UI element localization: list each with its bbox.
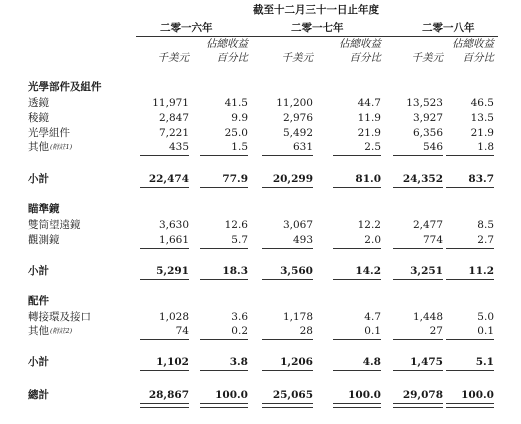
sum-rule	[393, 339, 443, 340]
sum-rule	[262, 248, 313, 249]
table-cell: 546	[422, 141, 443, 153]
sum-rule	[262, 339, 313, 340]
total-cell: 28,867	[148, 389, 189, 401]
sum-rule	[140, 339, 189, 340]
subtotal-rule	[262, 370, 313, 371]
table-cell: 5,492	[282, 127, 313, 139]
table-cell: 5.7	[231, 234, 248, 246]
row-label: 雙筒望遠鏡	[28, 219, 81, 231]
table-cell: 0.2	[231, 325, 248, 337]
subtotal-cell: 18.3	[222, 265, 248, 277]
subtotal-cell: 1,475	[410, 356, 443, 368]
total-double-rule	[200, 403, 248, 408]
sum-rule	[446, 248, 494, 249]
sum-rule	[200, 248, 248, 249]
row-label: 其他	[28, 325, 49, 337]
table-cell: 6,356	[412, 127, 443, 139]
row-label: 觀測鏡	[28, 234, 60, 246]
footnote-ref: (附註2)	[50, 327, 73, 335]
sum-rule	[262, 155, 313, 156]
subtotal-rule	[200, 370, 248, 371]
table-cell: 41.5	[224, 97, 248, 109]
subtotal-rule	[446, 370, 494, 371]
table-cell: 435	[168, 141, 189, 153]
year-header-2016: 二零一六年	[160, 22, 213, 34]
table-cell: 28	[299, 325, 313, 337]
subtotal-cell: 24,352	[402, 173, 443, 185]
table-cell: 12.6	[224, 219, 248, 231]
subtotal-rule	[262, 279, 313, 280]
table-cell: 21.9	[470, 127, 494, 139]
table-cell: 2.0	[364, 234, 381, 246]
section-title-accessories: 配件	[28, 295, 49, 307]
subtotal-label: 小計	[28, 356, 49, 368]
table-cell: 11,200	[276, 97, 313, 109]
table-cell: 2,976	[282, 112, 313, 124]
subtotal-rule	[393, 187, 443, 188]
total-label: 總計	[28, 389, 49, 401]
table-cell: 493	[292, 234, 313, 246]
subtotal-cell: 3.8	[229, 356, 248, 368]
table-cell: 2,847	[158, 112, 189, 124]
table-cell: 5.0	[477, 311, 494, 323]
row-label: 光學組件	[28, 127, 70, 139]
usd-header-2017: 千美元	[281, 52, 313, 64]
sum-rule	[446, 339, 494, 340]
subtotal-label: 小計	[28, 265, 49, 277]
subtotal-cell: 3,251	[410, 265, 443, 277]
subtotal-rule	[140, 370, 189, 371]
sum-rule	[333, 339, 381, 340]
pct-header-b-2017: 百分比	[349, 52, 381, 64]
total-cell: 100.0	[461, 389, 494, 401]
table-cell: 774	[422, 234, 443, 246]
subtotal-cell: 77.9	[222, 173, 248, 185]
table-cell: 27	[429, 325, 443, 337]
subtotal-rule	[393, 370, 443, 371]
sum-rule	[333, 155, 381, 156]
table-cell: 74	[175, 325, 189, 337]
subtotal-rule	[446, 279, 494, 280]
table-cell: 25.0	[224, 127, 248, 139]
total-cell: 100.0	[215, 389, 248, 401]
total-double-rule	[140, 403, 189, 408]
subtotal-cell: 5,291	[156, 265, 189, 277]
table-cell: 12.2	[357, 219, 381, 231]
sum-rule	[393, 155, 443, 156]
table-cell: 1,448	[412, 311, 443, 323]
total-cell: 100.0	[348, 389, 381, 401]
table-cell: 3.6	[231, 311, 248, 323]
total-double-rule	[333, 403, 381, 408]
table-cell: 0.1	[477, 325, 494, 337]
subtotal-rule	[200, 187, 248, 188]
row-label-with-note	[28, 141, 72, 154]
subtotal-rule	[200, 279, 248, 280]
table-cell: 1.5	[231, 141, 248, 153]
sum-rule	[200, 155, 248, 156]
table-cell: 2.7	[477, 234, 494, 246]
sum-rule	[140, 248, 189, 249]
period-header: 截至十二月三十一日止年度	[253, 4, 379, 16]
table-cell: 0.1	[364, 325, 381, 337]
table-cell: 4.7	[364, 311, 381, 323]
subtotal-cell: 81.0	[355, 173, 381, 185]
table-cell: 13,523	[406, 97, 443, 109]
subtotal-rule	[140, 279, 189, 280]
subtotal-rule	[333, 187, 381, 188]
subtotal-cell: 1,102	[156, 356, 189, 368]
table-cell: 11.9	[357, 112, 381, 124]
table-cell: 1,028	[158, 311, 189, 323]
row-label: 稜鏡	[28, 112, 49, 124]
row-label: 透鏡	[28, 97, 49, 109]
footnote-ref: (附註1)	[50, 143, 73, 151]
total-double-rule	[393, 403, 443, 408]
table-cell: 13.5	[470, 112, 494, 124]
subtotal-label: 小計	[28, 173, 49, 185]
table-cell: 2,477	[412, 219, 443, 231]
subtotal-rule	[393, 279, 443, 280]
section-title-optical: 光學部件及組件	[28, 81, 102, 93]
year-header-2018: 二零一八年	[422, 22, 475, 34]
header-rule	[136, 36, 498, 37]
section-title-scopes: 瞄準鏡	[28, 203, 60, 215]
subtotal-rule	[262, 187, 313, 188]
table-cell: 46.5	[470, 97, 494, 109]
table-cell: 631	[292, 141, 313, 153]
sum-rule	[333, 248, 381, 249]
subtotal-rule	[140, 187, 189, 188]
pct-header-a-2016: 佔總收益	[206, 38, 248, 50]
table-cell: 1.8	[477, 141, 494, 153]
row-label-with-note	[28, 325, 72, 338]
subtotal-rule	[333, 370, 381, 371]
total-cell: 25,065	[272, 389, 313, 401]
total-cell: 29,078	[402, 389, 443, 401]
total-double-rule	[446, 403, 494, 408]
table-cell: 3,630	[158, 219, 189, 231]
row-label: 其他	[28, 141, 49, 153]
pct-header-b-2016: 百分比	[216, 52, 248, 64]
table-cell: 44.7	[357, 97, 381, 109]
subtotal-rule	[446, 187, 494, 188]
table-cell: 1,178	[282, 311, 313, 323]
table-cell: 21.9	[357, 127, 381, 139]
sum-rule	[393, 248, 443, 249]
table-cell: 1,661	[158, 234, 189, 246]
table-cell: 3,927	[412, 112, 443, 124]
row-label: 轉接環及接口	[28, 311, 91, 323]
subtotal-cell: 11.2	[468, 265, 494, 277]
usd-header-2018: 千美元	[411, 52, 443, 64]
sum-rule	[446, 155, 494, 156]
subtotal-cell: 3,560	[280, 265, 313, 277]
subtotal-rule	[333, 279, 381, 280]
table-cell: 7,221	[158, 127, 189, 139]
table-cell: 9.9	[231, 112, 248, 124]
subtotal-cell: 22,474	[148, 173, 189, 185]
table-cell: 8.5	[477, 219, 494, 231]
pct-header-a-2017: 佔總收益	[339, 38, 381, 50]
table-cell: 2.5	[364, 141, 381, 153]
subtotal-cell: 5.1	[475, 356, 494, 368]
sum-rule	[140, 155, 189, 156]
subtotal-cell: 1,206	[280, 356, 313, 368]
subtotal-cell: 83.7	[468, 173, 494, 185]
subtotal-cell: 20,299	[272, 173, 313, 185]
table-cell: 3,067	[282, 219, 313, 231]
total-double-rule	[262, 403, 313, 408]
sum-rule	[200, 339, 248, 340]
table-cell: 11,971	[152, 97, 189, 109]
pct-header-a-2018: 佔總收益	[452, 38, 494, 50]
subtotal-cell: 14.2	[355, 265, 381, 277]
usd-header-2016: 千美元	[157, 52, 189, 64]
year-header-2017: 二零一七年	[291, 22, 344, 34]
subtotal-cell: 4.8	[362, 356, 381, 368]
pct-header-b-2018: 百分比	[462, 52, 494, 64]
